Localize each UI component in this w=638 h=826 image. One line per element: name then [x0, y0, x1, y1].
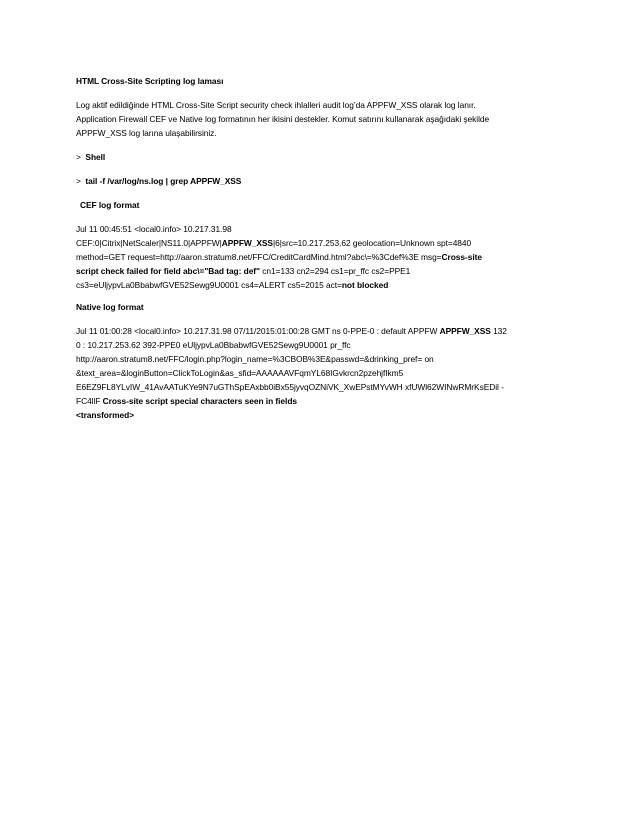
native-line-1a: Jul 11 01:00:28 <local0.info> 10.217.31.98 07/11/2015:01:00:28 GMT ns 0-PPE-0 : default APPFW [76, 326, 440, 336]
cef-line-5-action: not blocked [341, 280, 389, 290]
cef-line-3a: method=GET request=http://aaron.stratum8.net/FFC/CreditCardMind.html?abc\=%3Cdef%3E msg= [76, 252, 442, 262]
native-line-5: E6EZ9FL8YLvIW_41AvAATuKYe9N7uGThSpEAxbb0iBx55jyvqOZNiVK_XwEPstMYvWH xfUWl62WINwRMrKsEDil - [76, 382, 504, 392]
cef-line-5a: cs3=eUljypvLa0BbabwfGVE52Sewg9U0001 cs4=ALERT cs5=2015 act= [76, 280, 342, 290]
cef-line-5 [76, 278, 564, 292]
command-prompt: > [76, 176, 81, 186]
cef-line-3-msg: Cross-site [441, 252, 482, 262]
document-body [76, 74, 564, 422]
shell-prompt: > [76, 152, 81, 162]
cef-heading: CEF log format [80, 200, 140, 210]
native-line-1c: 132 [490, 326, 507, 336]
cef-line-2-event: APPFW_XSS [221, 238, 273, 248]
shell-label: Shell [85, 152, 106, 162]
cef-line-4b: cn1=133 cn2=294 cs1=pr_ffc cs2=PPE1 [259, 266, 411, 276]
cef-line-3 [76, 250, 564, 264]
native-line-1 [76, 324, 564, 338]
command-line [76, 174, 564, 188]
shell-line [76, 150, 564, 164]
native-line-2: 0 : 10.217.253.62 392-PPE0 eUljypvLa0BbabwfGVE52Sewg9U0001 pr_ffc [76, 340, 351, 350]
document-title: HTML Cross-Site Scripting log laması [76, 76, 224, 86]
cef-line-4-msg: script check failed for field abc\="Bad tag: def" [76, 266, 260, 276]
native-heading: Native log format [76, 302, 144, 312]
native-line-6-msg: Cross-site script special characters seen in fields [102, 396, 297, 406]
cef-line-1: Jul 11 00:45:51 <local0.info> 10.217.31.98 [76, 224, 232, 234]
native-line-7: <transformed> [76, 410, 134, 420]
cef-line-2 [76, 236, 564, 250]
cef-line-2c: |6|src=10.217.253.62 geolocation=Unknown spt=4840 [272, 238, 472, 248]
intro-line-2: Application Firewall CEF ve Native log formatının her ikisini destekler. Komut satırını kullanarak aşağıdaki şekilde [76, 114, 490, 124]
command-text: tail -f /var/log/ns.log | grep APPFW_XSS [85, 176, 242, 186]
cef-line-2a: CEF:0|Citrix|NetScaler|NS11.0|APPFW| [76, 238, 222, 248]
native-line-6a: FC4llF [76, 396, 103, 406]
intro-line-1: Log aktif edildiğinde HTML Cross-Site Script security check ihlalleri audit log’da APPFW_XSS olarak log lanır. [76, 100, 476, 110]
native-line-4: &text_area=&loginButton=ClickToLogin&as_sfid=AAAAAAVFqmYL68IGvkrcn2pzehjfIkm5 [76, 368, 404, 378]
native-line-6 [76, 394, 564, 408]
native-line-1-event: APPFW_XSS [439, 326, 491, 336]
native-line-3: http://aaron.stratum8.net/FFC/login.php?login_name=%3CBOB%3E&passwd=&drinking_pref= on [76, 354, 434, 364]
intro-line-3: APPFW_XSS log larına ulaşabilirsiniz. [76, 128, 217, 138]
cef-line-4 [76, 264, 564, 278]
